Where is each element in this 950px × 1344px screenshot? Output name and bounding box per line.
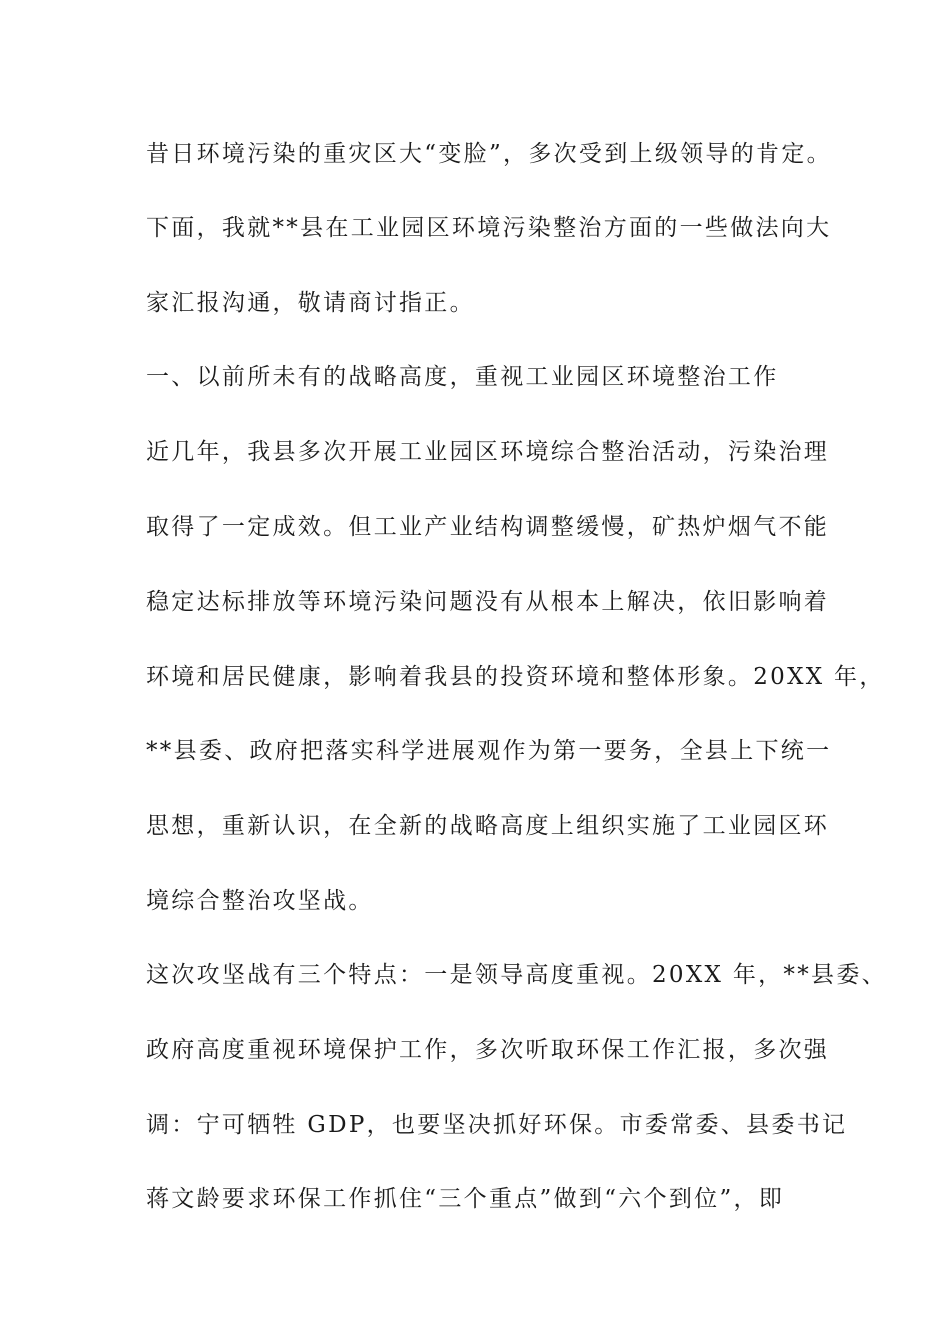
- text-line: 家汇报沟通，敬请商讨指正。: [146, 290, 475, 316]
- text-line: 稳定达标排放等环境污染问题没有从根本上解决，依旧影响着: [146, 589, 830, 615]
- text-line: 下面，我就**县在工业园区环境污染整治方面的一些做法向大: [146, 215, 832, 241]
- text-line: 境综合整治攻坚战。: [146, 888, 374, 914]
- text-line: 调：宁可牺牲 GDP，也要坚决抓好环保。市委常委、县委书记: [146, 1112, 848, 1138]
- text-line: 蒋文龄要求环保工作抓住“三个重点”做到“六个到位”，即: [146, 1186, 785, 1212]
- text-line: 这次攻坚战有三个特点：一是领导高度重视。20XX 年，**县委、: [146, 962, 887, 988]
- section-heading: 一、以前所未有的战略高度，重视工业园区环境整治工作: [146, 364, 779, 390]
- text-line: 近几年，我县多次开展工业园区环境综合整治活动，污染治理: [146, 439, 830, 465]
- text-line: 取得了一定成效。但工业产业结构调整缓慢，矿热炉烟气不能: [146, 514, 830, 540]
- text-line: **县委、政府把落实科学进展观作为第一要务，全县上下统一: [146, 738, 832, 764]
- text-line: 昔日环境污染的重灾区大“变脸”，多次受到上级领导的肯定。: [146, 141, 832, 167]
- text-line: 政府高度重视环境保护工作，多次听取环保工作汇报，多次强: [146, 1037, 830, 1063]
- text-line: 思想，重新认识，在全新的战略高度上组织实施了工业园区环: [146, 813, 830, 839]
- text-line: 环境和居民健康，影响着我县的投资环境和整体形象。20XX 年，: [146, 664, 885, 690]
